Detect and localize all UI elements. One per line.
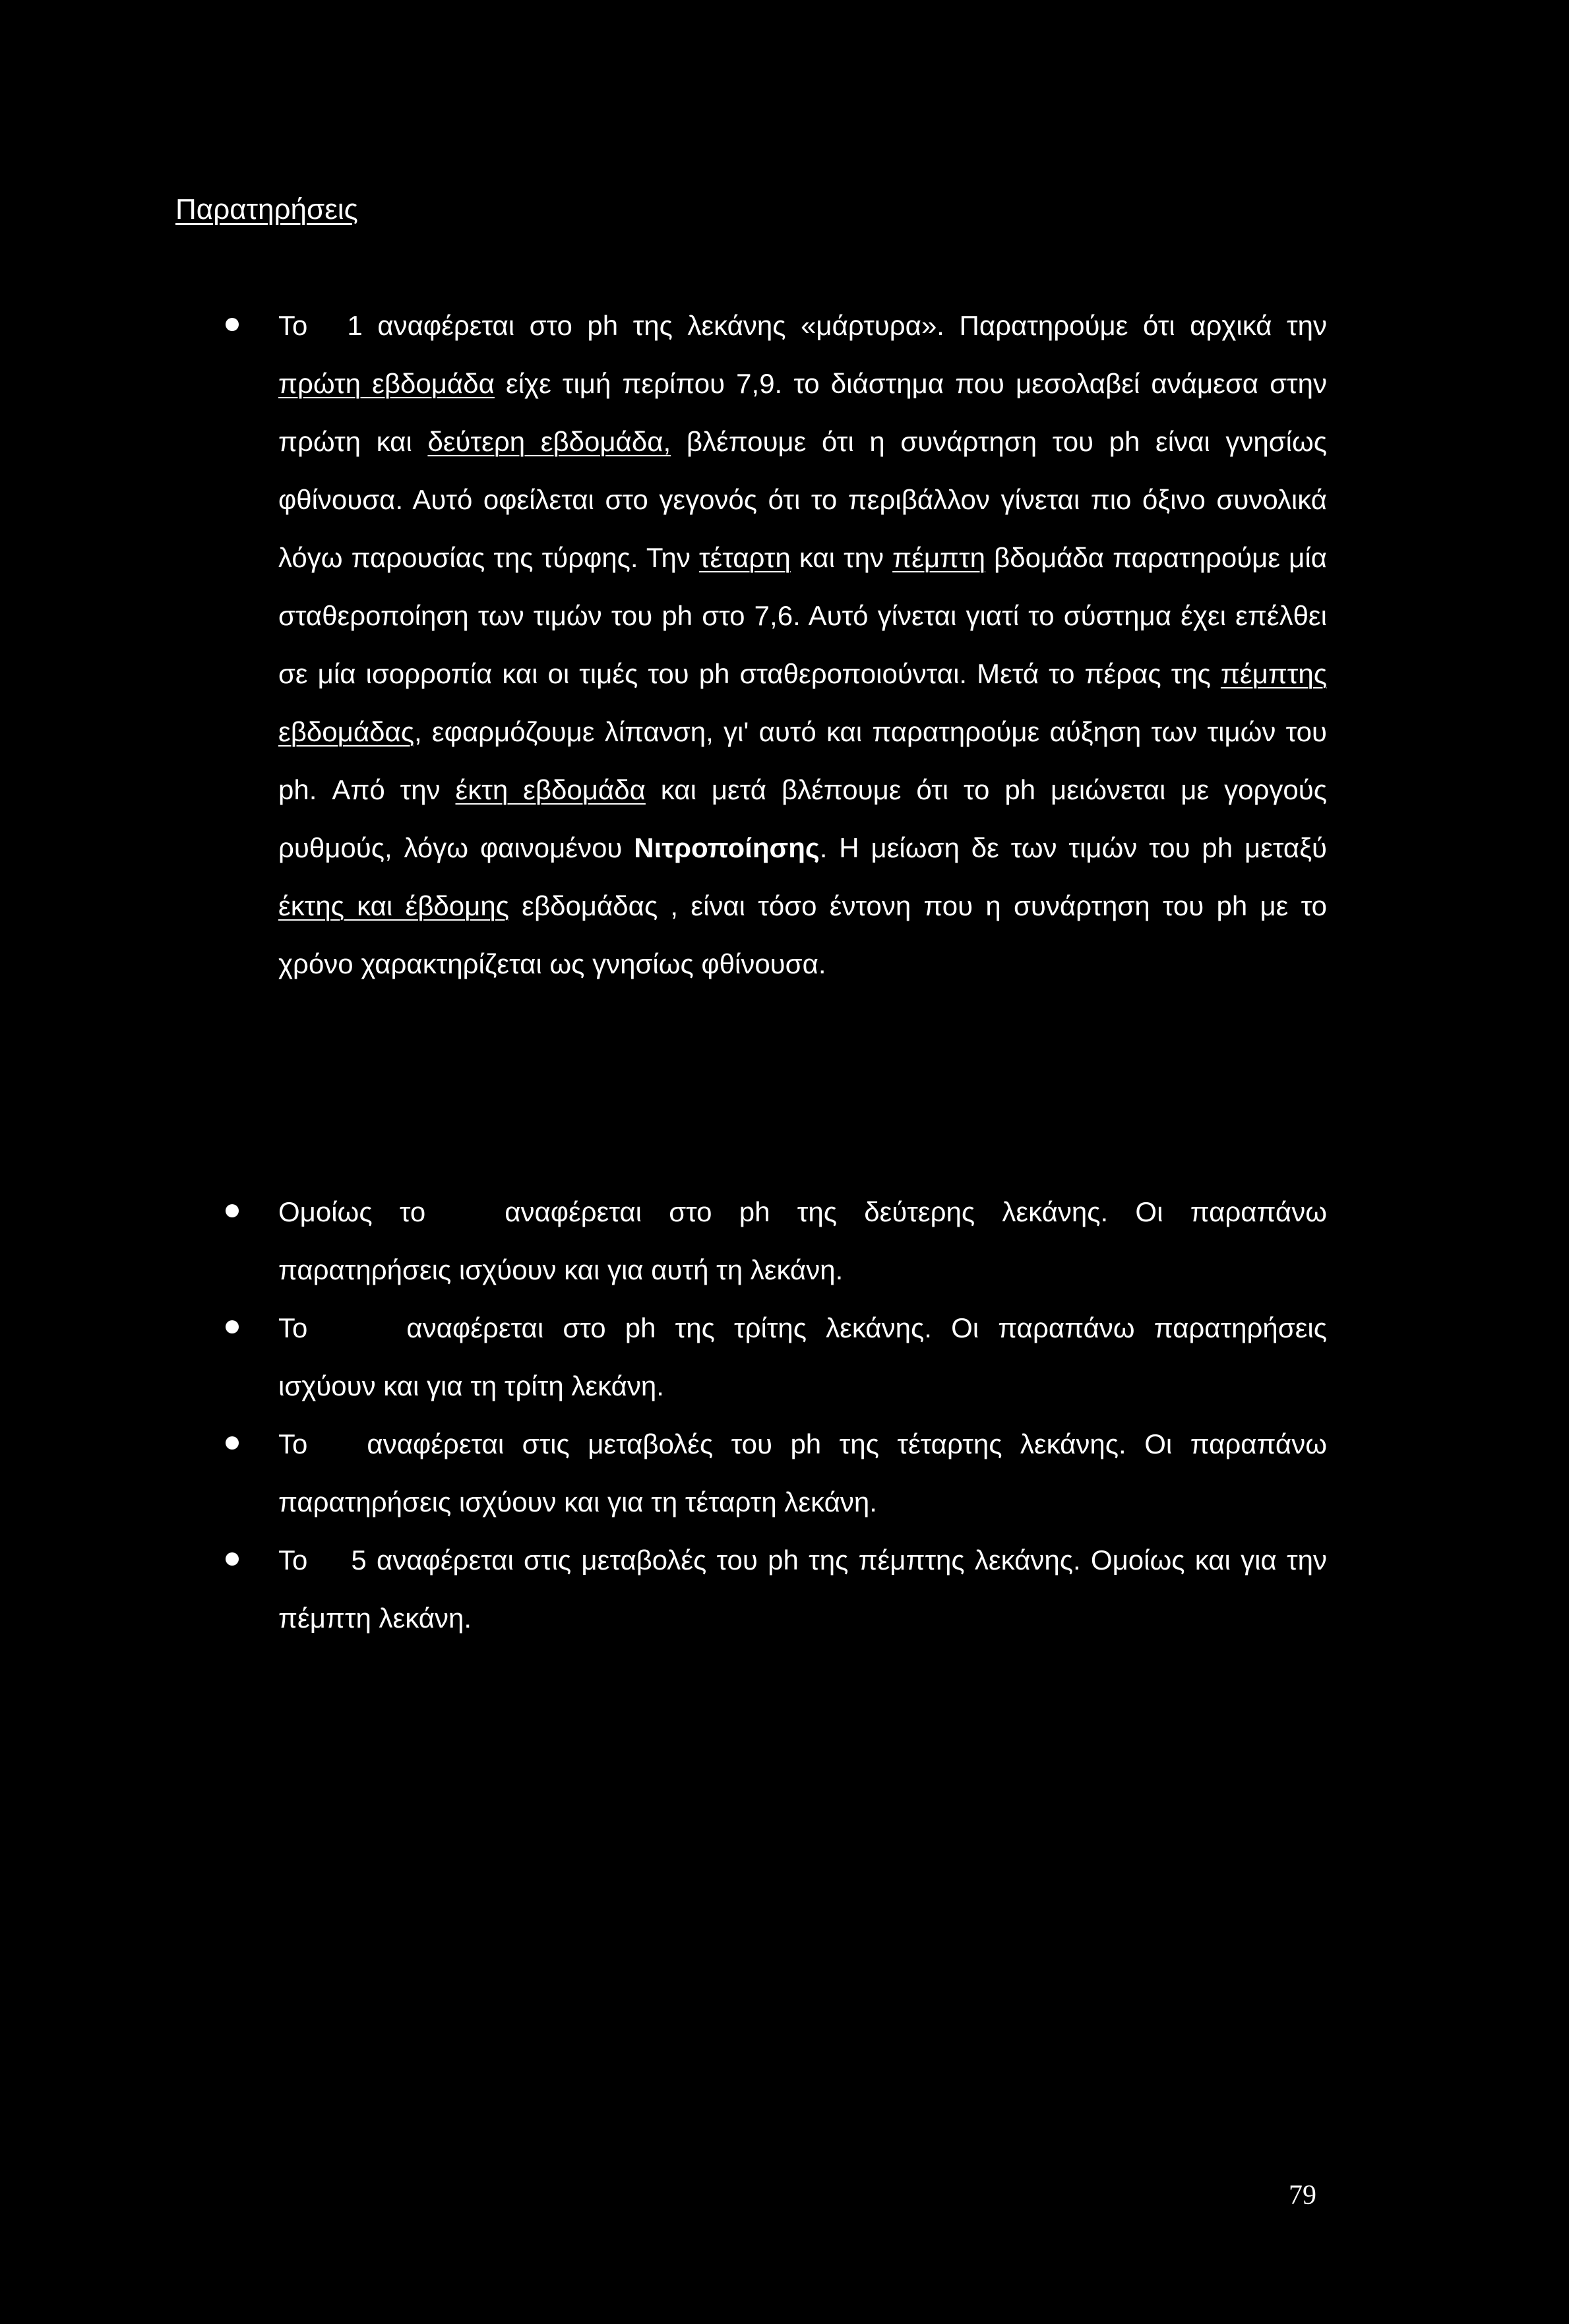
bullet-icon [226,318,239,331]
list-item-text [278,1183,1327,1299]
text-segment: βδομάδα παρατηρούμε μία σταθεροποίηση των τιμών του ph στο 7,6. Αυτό γίνεται γιατί το σύστημα έχει επέλθει σε μία ισορροπία και οι τιμές του ph σταθεροποιούνται. Μετά το πέρας της [278,542,1327,689]
bullet-icon [226,1320,239,1333]
text-segment: Το [278,1428,308,1459]
bullet-icon [226,1204,239,1217]
text-segment: και την [790,542,893,573]
bullet-icon [226,1552,239,1566]
text-segment: Ομοίως το [278,1196,426,1227]
underlined-text: πέμπτη [892,542,985,573]
list-item-text [278,1299,1327,1415]
text-segment: εβδομάδας , είναι τόσο έντονη που η συνάρτηση του ph με το χρόνο χαρακτηρίζεται ως γνησίως φθίνουσα. [278,890,1327,979]
list-item [278,1183,1327,1299]
text-segment: και μετά βλέπουμε ότι το ph μειώνεται με γοργούς ρυθμούς, λόγω φαινομένου [278,774,1327,863]
list-item-text [278,1531,1327,1647]
list-item [278,1299,1327,1415]
text-segment: Το [278,1312,308,1343]
underlined-text: πρώτη εβδομάδα [278,368,495,399]
text-segment: , εφαρμόζουμε λίπανση, γι' αυτό και παρατηρούμε αύξηση των τιμών του ph. Από την [278,716,1327,805]
underlined-text: τέταρτη [698,542,791,573]
bullet-icon [226,1436,239,1450]
text-segment: Το [278,1544,308,1575]
list-item [278,1415,1327,1531]
list-item [278,1531,1327,1647]
text-segment: αναφέρεται στο ph της τρίτης λεκάνης. Οι παραπάνω παρατηρήσεις ισχύουν και για τη τρίτη λεκάνη. [278,1312,1327,1401]
underlined-text: έκτης και έβδομης [278,890,509,921]
underlined-text: πέμπτης εβδομάδας [278,658,1327,747]
bold-text: Νιτροποίησης [634,832,820,863]
text-segment: αναφέρεται στις μεταβολές του ph της τέταρτης λεκάνης. Οι παραπάνω παρατηρήσεις ισχύουν και για τη τέταρτη λεκάνη. [278,1428,1327,1517]
text-segment: αναφέρεται στο ph της δεύτερης λεκάνης. Οι παραπάνω παρατηρήσεις ισχύουν και για αυτή τη λεκάνη. [278,1196,1327,1285]
page-number: 79 [1289,2180,1316,2211]
list-item-text [278,1415,1327,1531]
text-segment: βλέπουμε ότι η συνάρτηση του ph είναι γνησίως φθίνουσα. Αυτό οφείλεται στο γεγονός ότι το περιβάλλον γίνεται πιο όξινο συνολικά λόγω παρουσίας της τύρφης. Την [278,426,1328,573]
list-item [278,297,1327,993]
text-segment: 1 αναφέρεται στο ph της λεκάνης «μάρτυρα». Παρατηρούμε ότι αρχικά την [347,310,1327,341]
text-segment: 5 αναφέρεται στις μεταβολές του ph της πέμπτης λεκάνης. Ομοίως και για την πέμπτη λεκάνη. [278,1544,1327,1634]
text-segment: Το [278,310,308,341]
underlined-text: έκτη εβδομάδα [455,774,646,805]
underlined-text: δεύτερη εβδομάδα, [427,426,671,457]
section-heading: Παρατηρήσεις [175,193,358,226]
text-segment: είχε τιμή περίπου 7,9. το διάστημα που μεσολαβεί ανάμεσα στην πρώτη και [278,368,1327,457]
list-item-text [278,297,1327,993]
text-segment: . Η μείωση δε των τιμών του ph μεταξύ [819,832,1327,863]
